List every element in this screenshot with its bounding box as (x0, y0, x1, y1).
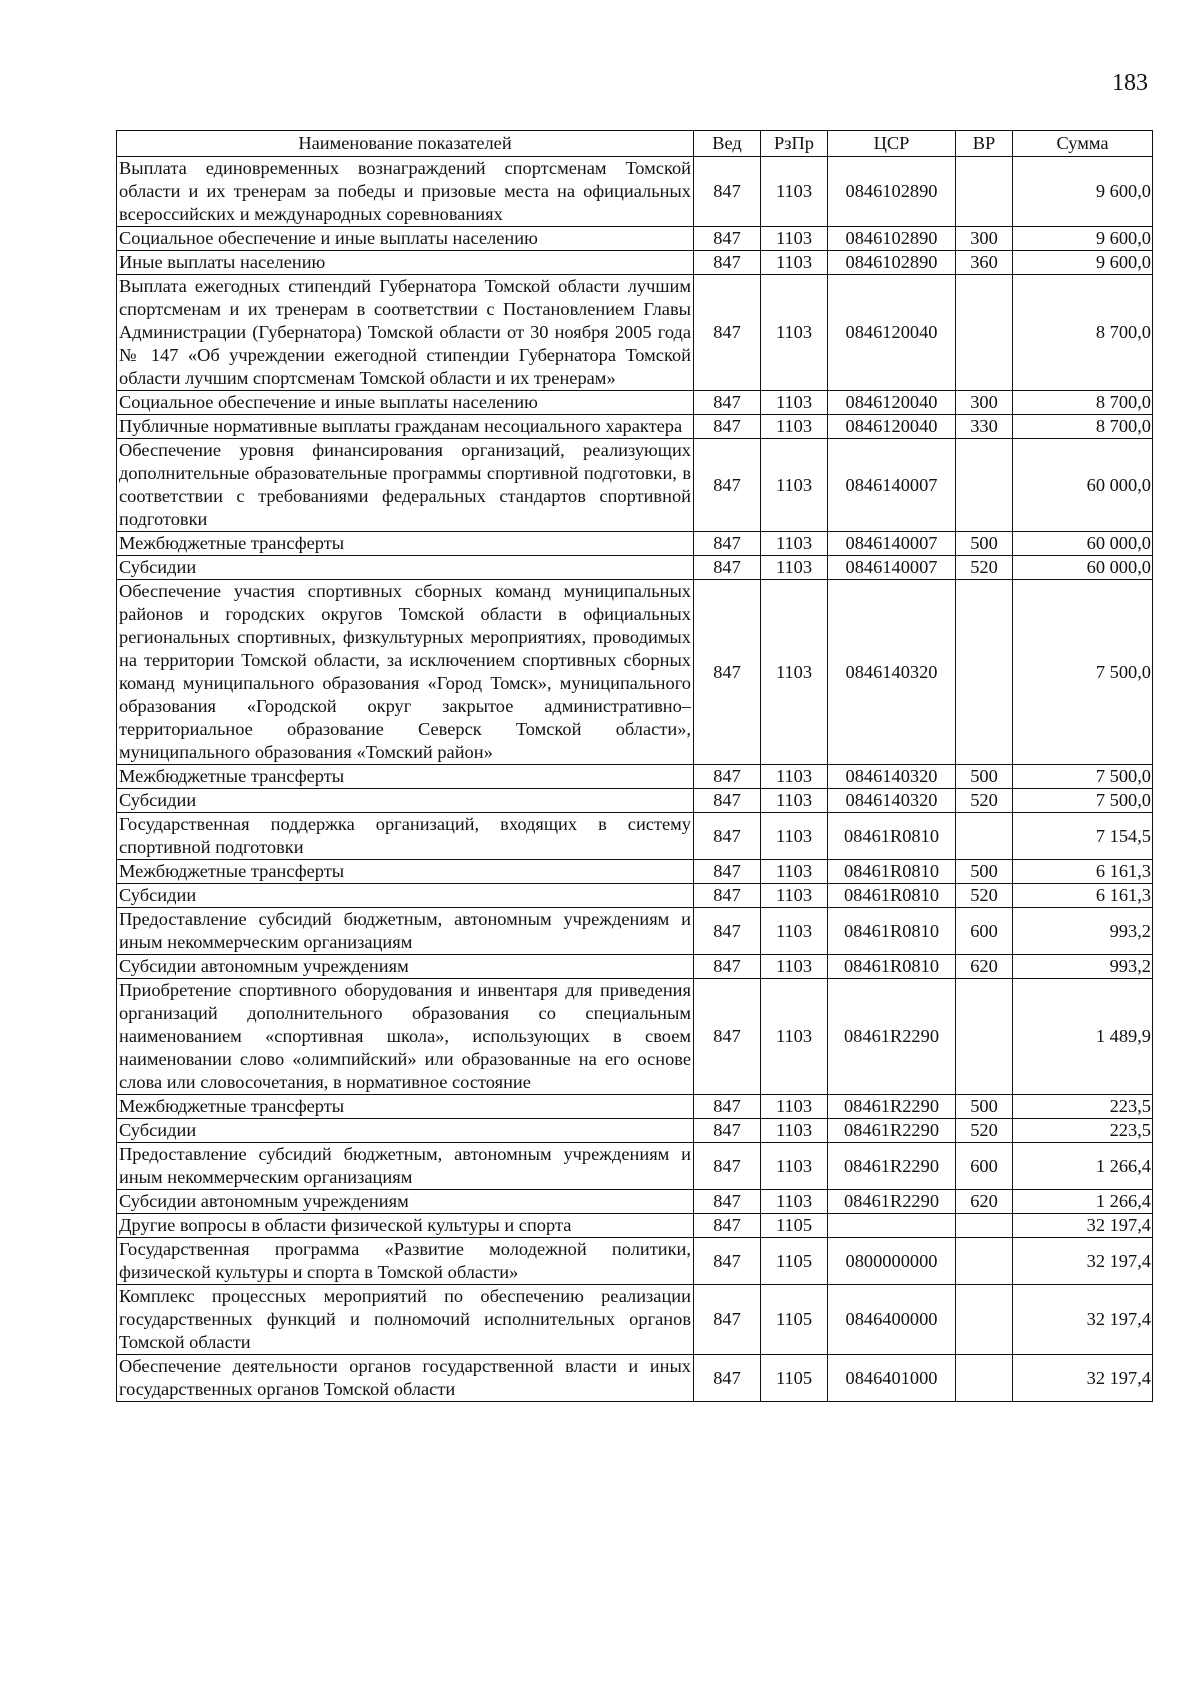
cell-csr: 08461R0810 (828, 813, 956, 860)
cell-ved: 847 (694, 1119, 761, 1143)
table-row (117, 955, 1153, 979)
table-row (117, 580, 1153, 765)
cell-vr: 600 (956, 908, 1013, 955)
cell-ved: 847 (694, 1285, 761, 1355)
cell-csr: 08461R0810 (828, 908, 956, 955)
cell-name: Социальное обеспечение и иные выплаты населению (117, 227, 694, 251)
cell-vr: 500 (956, 532, 1013, 556)
cell-ved: 847 (694, 251, 761, 275)
table-row (117, 157, 1153, 227)
cell-name: Предоставление субсидий бюджетным, автономным учреждениям и иным некоммерческим организациям (117, 1143, 694, 1190)
cell-csr: 0846140007 (828, 556, 956, 580)
cell-name: Государственная поддержка организаций, входящих в систему спортивной подготовки (117, 813, 694, 860)
cell-ved: 847 (694, 860, 761, 884)
cell-sum: 9 600,0 (1013, 251, 1153, 275)
cell-name: Другие вопросы в области физической культуры и спорта (117, 1214, 694, 1238)
table-row (117, 789, 1153, 813)
cell-csr: 0846102890 (828, 157, 956, 227)
cell-csr: 0846400000 (828, 1285, 956, 1355)
cell-vr: 600 (956, 1143, 1013, 1190)
cell-csr: 0846140320 (828, 580, 956, 765)
cell-vr: 330 (956, 415, 1013, 439)
cell-sum: 6 161,3 (1013, 884, 1153, 908)
page-number: 183 (1112, 70, 1148, 96)
cell-vr (956, 1285, 1013, 1355)
table-row (117, 1143, 1153, 1190)
cell-name: Социальное обеспечение и иные выплаты населению (117, 391, 694, 415)
table-row (117, 227, 1153, 251)
cell-sum: 8 700,0 (1013, 415, 1153, 439)
cell-rzpr: 1103 (761, 580, 828, 765)
cell-sum: 993,2 (1013, 908, 1153, 955)
cell-csr: 0846140320 (828, 789, 956, 813)
cell-sum: 7 500,0 (1013, 580, 1153, 765)
cell-csr: 08461R2290 (828, 1095, 956, 1119)
cell-ved: 847 (694, 532, 761, 556)
table-row (117, 556, 1153, 580)
cell-csr (828, 1214, 956, 1238)
cell-rzpr: 1103 (761, 556, 828, 580)
table-row (117, 532, 1153, 556)
header-ved: Вед (694, 131, 761, 157)
header-vr: ВР (956, 131, 1013, 157)
table-row (117, 813, 1153, 860)
cell-name: Публичные нормативные выплаты гражданам несоциального характера (117, 415, 694, 439)
cell-vr (956, 439, 1013, 532)
cell-vr: 300 (956, 227, 1013, 251)
cell-vr: 500 (956, 1095, 1013, 1119)
cell-csr: 0800000000 (828, 1238, 956, 1285)
cell-rzpr: 1105 (761, 1238, 828, 1285)
cell-csr: 0846102890 (828, 227, 956, 251)
cell-name: Субсидии (117, 884, 694, 908)
cell-vr (956, 157, 1013, 227)
cell-ved: 847 (694, 789, 761, 813)
cell-ved: 847 (694, 765, 761, 789)
cell-name: Приобретение спортивного оборудования и инвентаря для приведения организаций дополнительного образования со специальным наименованием «спортивная школа», использующих в своем наименовании слово «олимпийский» или образованные на его основе слова или словосочетания, в нормативное состояние (117, 979, 694, 1095)
cell-rzpr: 1103 (761, 884, 828, 908)
cell-name: Иные выплаты населению (117, 251, 694, 275)
cell-csr: 0846120040 (828, 415, 956, 439)
cell-sum: 60 000,0 (1013, 439, 1153, 532)
cell-vr: 620 (956, 955, 1013, 979)
cell-sum: 6 161,3 (1013, 860, 1153, 884)
cell-name: Межбюджетные трансферты (117, 532, 694, 556)
table-row (117, 1355, 1153, 1402)
cell-csr: 08461R2290 (828, 1190, 956, 1214)
cell-ved: 847 (694, 884, 761, 908)
cell-rzpr: 1103 (761, 955, 828, 979)
cell-ved: 847 (694, 1143, 761, 1190)
cell-ved: 847 (694, 1095, 761, 1119)
cell-vr: 520 (956, 556, 1013, 580)
header-csr: ЦСР (828, 131, 956, 157)
table-row (117, 391, 1153, 415)
cell-rzpr: 1103 (761, 415, 828, 439)
cell-rzpr: 1103 (761, 439, 828, 532)
cell-rzpr: 1103 (761, 1095, 828, 1119)
table-row (117, 908, 1153, 955)
cell-rzpr: 1103 (761, 860, 828, 884)
cell-vr (956, 1355, 1013, 1402)
cell-vr: 360 (956, 251, 1013, 275)
cell-sum: 32 197,4 (1013, 1285, 1153, 1355)
cell-sum: 7 500,0 (1013, 789, 1153, 813)
cell-sum: 9 600,0 (1013, 227, 1153, 251)
cell-ved: 847 (694, 1238, 761, 1285)
cell-rzpr: 1103 (761, 1143, 828, 1190)
cell-sum: 993,2 (1013, 955, 1153, 979)
cell-name: Комплекс процессных мероприятий по обеспечению реализации государственных функций и полномочий исполнительных органов Томской области (117, 1285, 694, 1355)
table-row (117, 251, 1153, 275)
cell-rzpr: 1103 (761, 227, 828, 251)
cell-sum: 60 000,0 (1013, 532, 1153, 556)
cell-rzpr: 1103 (761, 251, 828, 275)
cell-ved: 847 (694, 955, 761, 979)
cell-name: Субсидии автономным учреждениям (117, 955, 694, 979)
cell-ved: 847 (694, 1214, 761, 1238)
cell-name: Обеспечение уровня финансирования организаций, реализующих дополнительные образовательные программы спортивной подготовки, в соответствии с требованиями федеральных стандартов спортивной подготовки (117, 439, 694, 532)
cell-rzpr: 1103 (761, 275, 828, 391)
cell-csr: 08461R2290 (828, 1143, 956, 1190)
cell-vr: 520 (956, 884, 1013, 908)
table-row (117, 1190, 1153, 1214)
table-row (117, 1214, 1153, 1238)
table-row (117, 415, 1153, 439)
cell-vr (956, 1238, 1013, 1285)
cell-name: Предоставление субсидий бюджетным, автономным учреждениям и иным некоммерческим организациям (117, 908, 694, 955)
cell-csr: 0846140007 (828, 439, 956, 532)
table-row (117, 860, 1153, 884)
cell-csr: 08461R0810 (828, 884, 956, 908)
cell-ved: 847 (694, 556, 761, 580)
cell-sum: 32 197,4 (1013, 1355, 1153, 1402)
table-row (117, 1285, 1153, 1355)
cell-sum: 60 000,0 (1013, 556, 1153, 580)
table-row (117, 765, 1153, 789)
cell-vr (956, 979, 1013, 1095)
table-row (117, 884, 1153, 908)
cell-rzpr: 1103 (761, 979, 828, 1095)
cell-vr: 500 (956, 860, 1013, 884)
header-rzpr: РзПр (761, 131, 828, 157)
cell-name: Обеспечение деятельности органов государственной власти и иных государственных органов Томской области (117, 1355, 694, 1402)
cell-rzpr: 1105 (761, 1285, 828, 1355)
cell-ved: 847 (694, 157, 761, 227)
cell-vr (956, 1214, 1013, 1238)
cell-csr: 0846140320 (828, 765, 956, 789)
cell-csr: 0846140007 (828, 532, 956, 556)
cell-vr: 520 (956, 1119, 1013, 1143)
cell-sum: 7 500,0 (1013, 765, 1153, 789)
cell-name: Выплата единовременных вознаграждений спортсменам Томской области и их тренерам за победы и призовые места на официальных всероссийских и международных соревнованиях (117, 157, 694, 227)
cell-name: Субсидии (117, 556, 694, 580)
cell-rzpr: 1103 (761, 391, 828, 415)
cell-rzpr: 1105 (761, 1355, 828, 1402)
cell-rzpr: 1103 (761, 908, 828, 955)
cell-rzpr: 1103 (761, 813, 828, 860)
cell-ved: 847 (694, 391, 761, 415)
cell-ved: 847 (694, 1190, 761, 1214)
table-header (117, 131, 1153, 157)
cell-sum: 223,5 (1013, 1119, 1153, 1143)
table-row (117, 275, 1153, 391)
cell-sum: 32 197,4 (1013, 1238, 1153, 1285)
cell-csr: 08461R0810 (828, 860, 956, 884)
cell-rzpr: 1105 (761, 1214, 828, 1238)
cell-name: Межбюджетные трансферты (117, 765, 694, 789)
cell-name: Субсидии автономным учреждениям (117, 1190, 694, 1214)
table-row (117, 1119, 1153, 1143)
cell-name: Обеспечение участия спортивных сборных команд муниципальных районов и городских округов Томской области в официальных региональных спортивных, физкультурных мероприятиях, проводимых на территории Томской области, за исключением спортивных сборных команд муниципального образования «Город Томск», муниципального образования «Городской округ закрытое административно–территориальное образование Северск Томской области», муниципального образования «Томский район» (117, 580, 694, 765)
cell-ved: 847 (694, 908, 761, 955)
cell-ved: 847 (694, 227, 761, 251)
cell-ved: 847 (694, 1355, 761, 1402)
cell-csr: 08461R2290 (828, 979, 956, 1095)
cell-name: Выплата ежегодных стипендий Губернатора Томской области лучшим спортсменам и их тренерам в соответствии с Постановлением Главы Администрации (Губернатора) Томской области от 30 ноября 2005 года № 147 «Об учреждении ежегодной стипендии Губернатора Томской области лучшим спортсменам Томской области и их тренерам» (117, 275, 694, 391)
cell-ved: 847 (694, 439, 761, 532)
cell-sum: 32 197,4 (1013, 1214, 1153, 1238)
cell-ved: 847 (694, 275, 761, 391)
cell-sum: 1 266,4 (1013, 1190, 1153, 1214)
cell-name: Межбюджетные трансферты (117, 860, 694, 884)
header-sum: Сумма (1013, 131, 1153, 157)
table-row (117, 979, 1153, 1095)
cell-rzpr: 1103 (761, 532, 828, 556)
cell-vr (956, 275, 1013, 391)
cell-sum: 9 600,0 (1013, 157, 1153, 227)
cell-csr: 0846120040 (828, 275, 956, 391)
cell-csr: 0846102890 (828, 251, 956, 275)
cell-csr: 0846401000 (828, 1355, 956, 1402)
cell-vr (956, 813, 1013, 860)
table-row (117, 1095, 1153, 1119)
cell-vr: 500 (956, 765, 1013, 789)
cell-vr: 300 (956, 391, 1013, 415)
budget-table (116, 130, 1153, 1402)
cell-name: Государственная программа «Развитие молодежной политики, физической культуры и спорта в Томской области» (117, 1238, 694, 1285)
cell-ved: 847 (694, 580, 761, 765)
cell-sum: 7 154,5 (1013, 813, 1153, 860)
cell-sum: 1 266,4 (1013, 1143, 1153, 1190)
cell-rzpr: 1103 (761, 765, 828, 789)
header-name: Наименование показателей (117, 131, 694, 157)
cell-csr: 0846120040 (828, 391, 956, 415)
cell-rzpr: 1103 (761, 1190, 828, 1214)
cell-vr: 520 (956, 789, 1013, 813)
header-row (117, 131, 1153, 157)
cell-name: Межбюджетные трансферты (117, 1095, 694, 1119)
cell-rzpr: 1103 (761, 157, 828, 227)
table-row (117, 1238, 1153, 1285)
cell-rzpr: 1103 (761, 1119, 828, 1143)
cell-vr: 620 (956, 1190, 1013, 1214)
cell-name: Субсидии (117, 789, 694, 813)
table-body (117, 157, 1153, 1402)
cell-sum: 8 700,0 (1013, 275, 1153, 391)
cell-csr: 08461R2290 (828, 1119, 956, 1143)
cell-ved: 847 (694, 979, 761, 1095)
cell-name: Субсидии (117, 1119, 694, 1143)
table-row (117, 439, 1153, 532)
cell-ved: 847 (694, 415, 761, 439)
cell-rzpr: 1103 (761, 789, 828, 813)
cell-csr: 08461R0810 (828, 955, 956, 979)
cell-vr (956, 580, 1013, 765)
cell-sum: 223,5 (1013, 1095, 1153, 1119)
cell-ved: 847 (694, 813, 761, 860)
cell-sum: 8 700,0 (1013, 391, 1153, 415)
cell-sum: 1 489,9 (1013, 979, 1153, 1095)
